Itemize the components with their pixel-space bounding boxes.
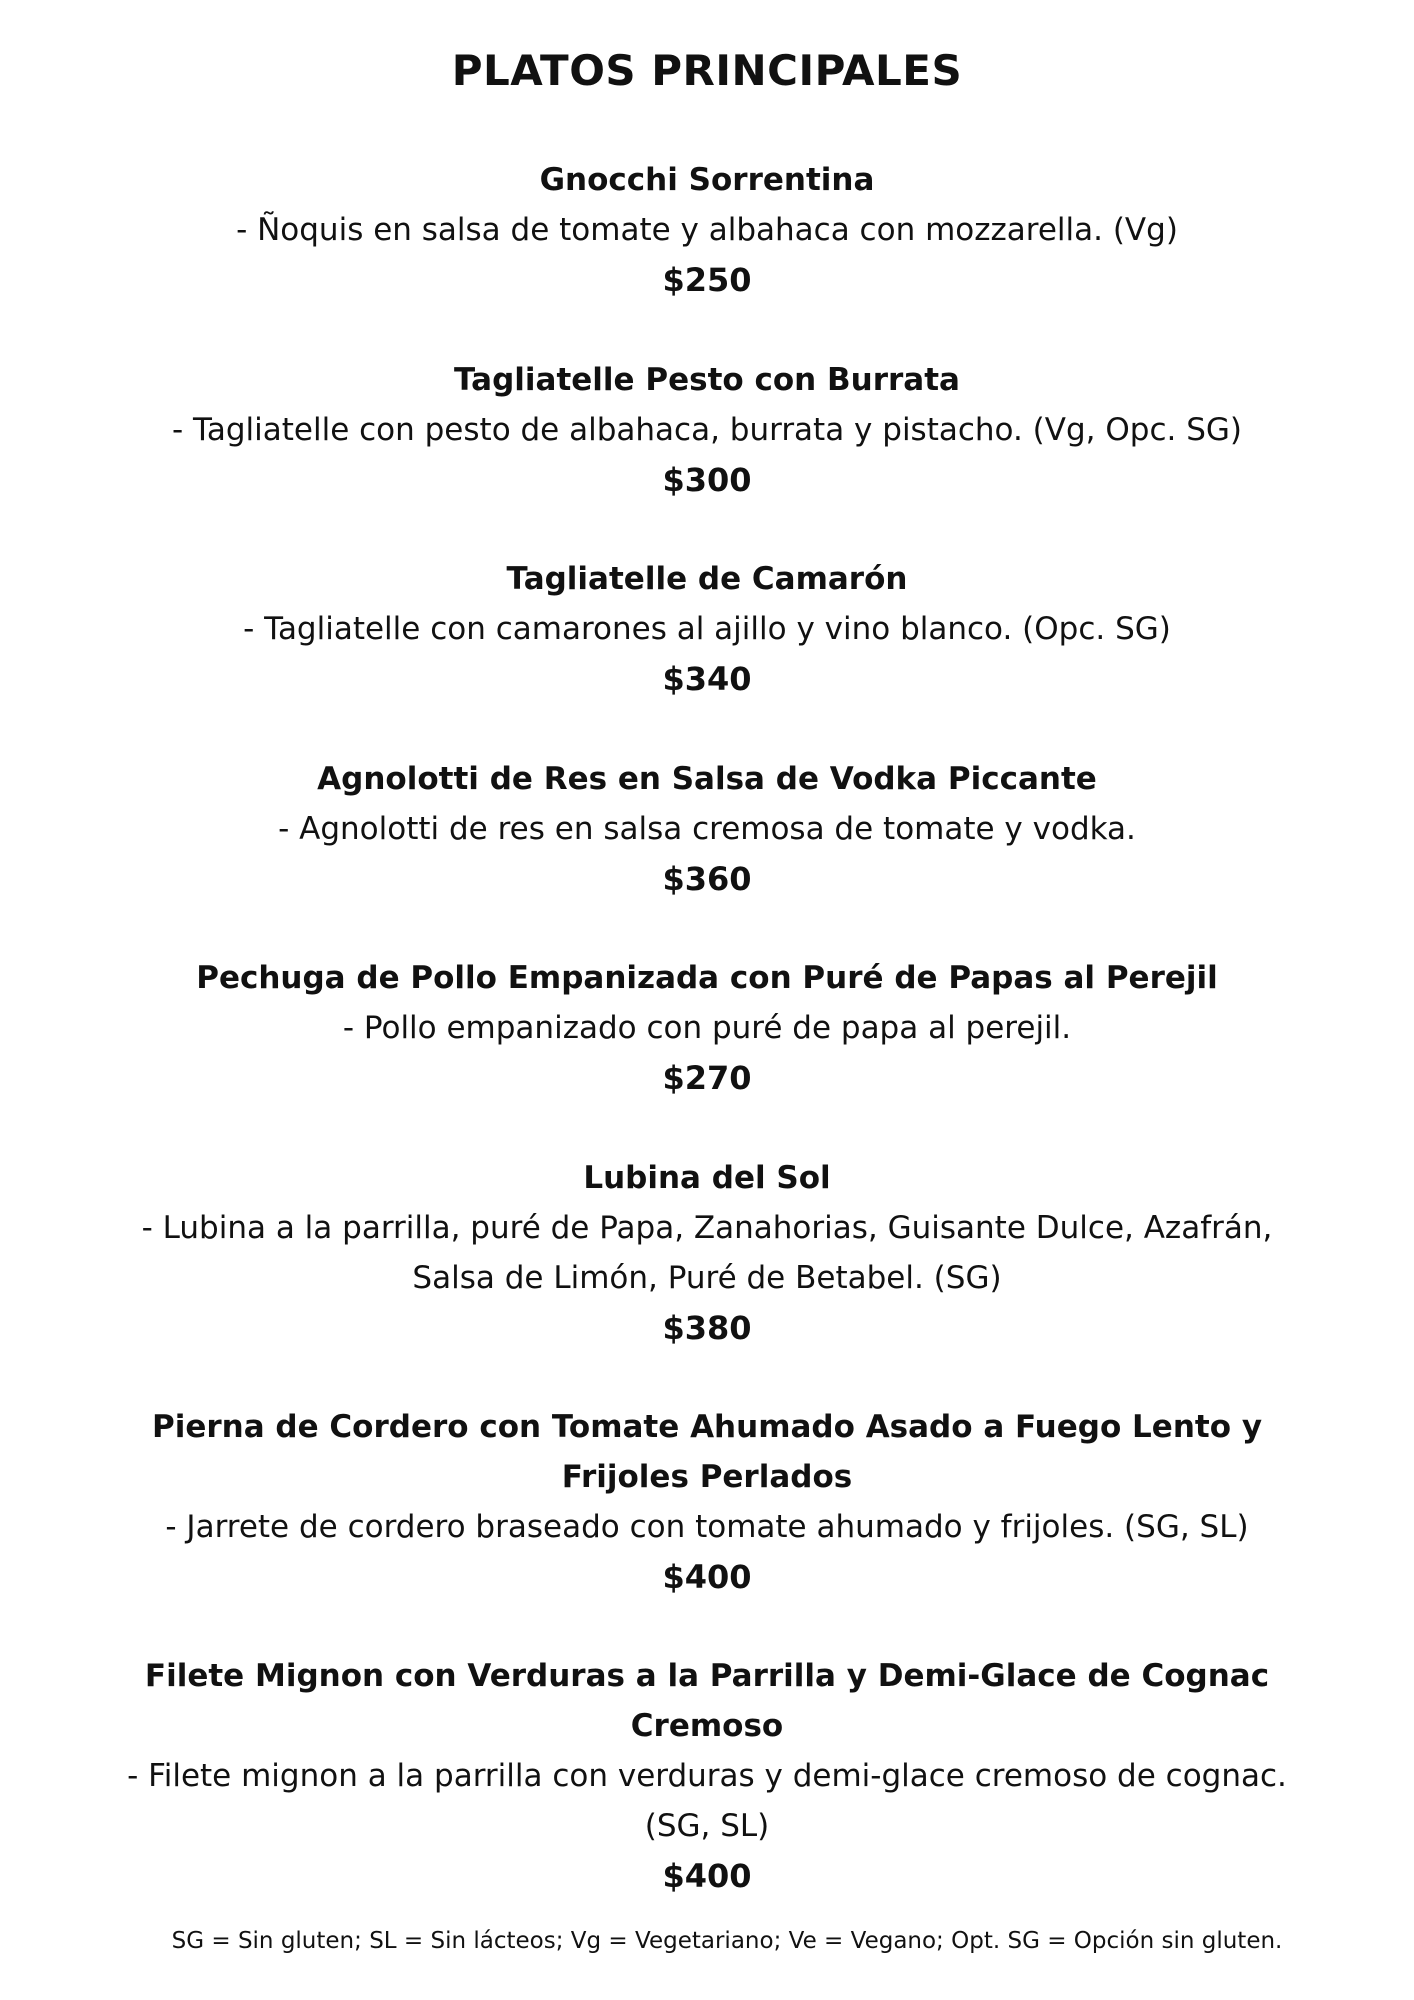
dish-price: $300 [662,461,752,499]
dish-name: Tagliatelle de Camarón [506,561,908,597]
dish-name: Tagliatelle Pesto con Burrata [454,362,960,398]
dish-price: $340 [662,660,752,698]
dish-description: - Lubina a la parrilla, puré de Papa, Zanahorias, Guisante Dulce, Azafrán, Salsa de Limón, Puré de Betabel. (SG) [141,1210,1273,1296]
dish-gnocchi-sorrentina [100,155,1314,305]
dish-name: Lubina del Sol [583,1160,831,1196]
dish-name: Agnolotti de Res en Salsa de Vodka Piccante [317,761,1097,797]
dish-price: $360 [662,860,752,898]
page-title: PLATOS PRINCIPALES [451,46,963,95]
dish-price: $250 [662,261,752,299]
dish-filete-mignon [100,1651,1314,1901]
dish-name: Gnocchi Sorrentina [539,162,875,198]
dish-pierna-cordero [100,1402,1314,1602]
dish-price: $270 [662,1059,752,1097]
dish-agnolotti [100,754,1314,904]
dish-description: - Tagliatelle con camarones al ajillo y vino blanco. (Opc. SG) [243,611,1171,647]
dish-tagliatelle-pesto [100,355,1314,505]
dish-price: $400 [662,1558,752,1596]
dish-pechuga-pollo [100,953,1314,1103]
dish-lubina-del-sol [100,1153,1314,1353]
dish-description: - Jarrete de cordero braseado con tomate ahumado y frijoles. (SG, SL) [165,1509,1249,1545]
dish-description: - Filete mignon a la parrilla con verduras y demi-glace cremoso de cognac. (SG, SL) [127,1758,1287,1844]
dietary-legend: SG = Sin gluten; SL = Sin lácteos; Vg = Vegetariano; Ve = Vegano; Opt. SG = Opción sin gluten. [171,1928,1283,1954]
dish-price: $400 [662,1857,752,1895]
dish-description: - Agnolotti de res en salsa cremosa de tomate y vodka. [278,811,1136,847]
dish-description: - Pollo empanizado con puré de papa al perejil. [342,1010,1072,1046]
dish-tagliatelle-camaron [100,554,1314,704]
dish-price: $380 [662,1309,752,1347]
dish-name: Pechuga de Pollo Empanizada con Puré de Papas al Perejil [196,960,1218,996]
dish-name: Filete Mignon con Verduras a la Parrilla y Demi-Glace de Cognac Cremoso [144,1658,1270,1744]
dish-description: - Ñoquis en salsa de tomate y albahaca con mozzarella. (Vg) [236,212,1178,248]
dish-description: - Tagliatelle con pesto de albahaca, burrata y pistacho. (Vg, Opc. SG) [172,412,1242,448]
dish-name: Pierna de Cordero con Tomate Ahumado Asado a Fuego Lento y Frijoles Perlados [151,1409,1263,1495]
